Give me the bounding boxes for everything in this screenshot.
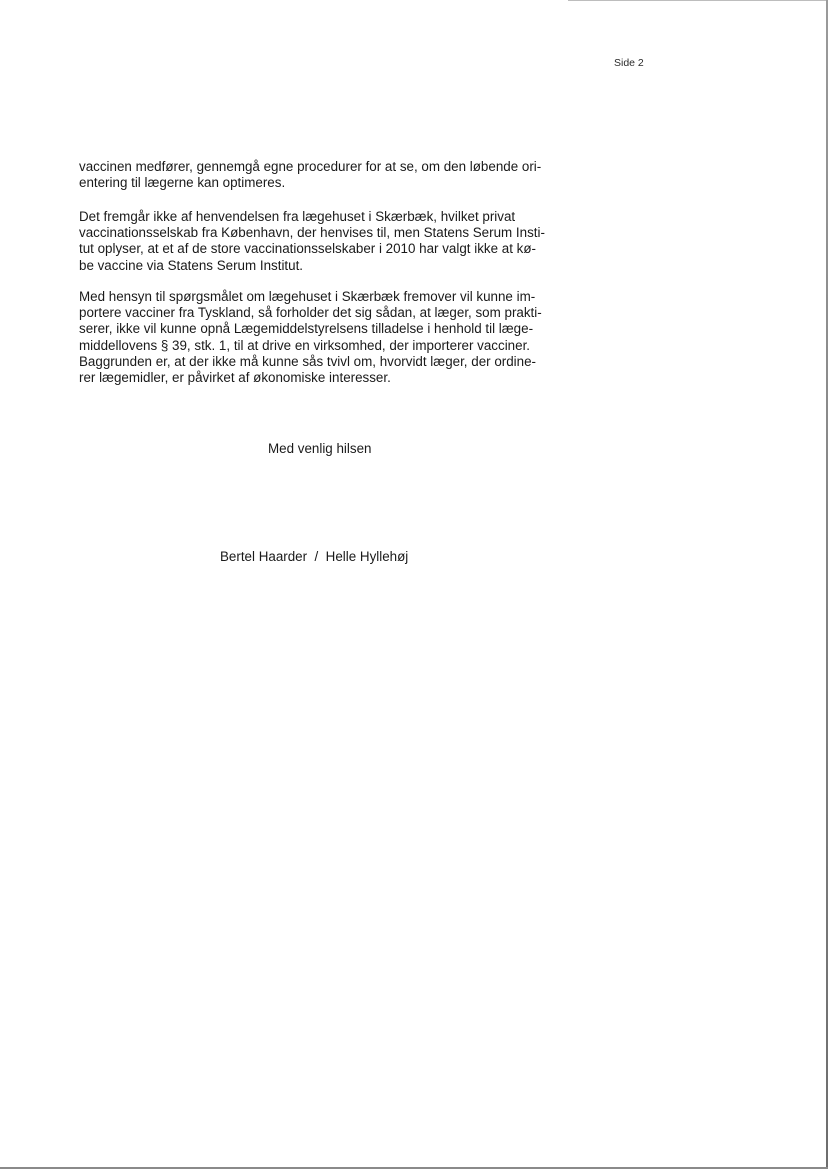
paragraph-line: be vaccine via Statens Serum Institut. xyxy=(79,257,304,273)
signature-line: Bertel Haarder / Helle Hyllehøj xyxy=(220,549,409,564)
paragraph-line: Med hensyn til spørgsmålet om lægehuset i Skærbæk fremover vil kunne im- xyxy=(79,289,536,304)
page-number: Side 2 xyxy=(614,57,644,69)
paragraph-line: Baggrunden er, at der ikke må kunne sås tvivl om, hvorvidt læger, der ordine- xyxy=(79,353,537,369)
paragraph-line: entering til lægerne kan optimeres. xyxy=(79,175,286,191)
paragraph-1 xyxy=(79,159,579,191)
paragraph-line: vaccinen medfører, gennemgå egne procedurer for at se, om den løbende ori- xyxy=(79,159,542,174)
paragraph-line: serer, ikke vil kunne opnå Lægemiddelstyrelsens tilladelse i henhold til læge- xyxy=(79,321,534,337)
paragraph-line: rer lægemidler, er påvirket af økonomiske interesser. xyxy=(79,370,391,386)
paragraph-line: middellovens § 39, stk. 1, til at drive en virksomhed, der importerer vacciner. xyxy=(79,337,531,353)
closing-greeting: Med venlig hilsen xyxy=(268,441,372,456)
paragraph-line: vaccinationsselskab fra København, der henvises til, men Statens Serum Insti- xyxy=(79,225,545,241)
paragraph-line: portere vacciner fra Tyskland, så forholder det sig sådan, at læger, som prakti- xyxy=(79,305,542,321)
page-edge-top xyxy=(568,0,828,1)
paragraph-2 xyxy=(79,209,579,274)
paragraph-line: Det fremgår ikke af henvendelsen fra lægehuset i Skærbæk, hvilket privat xyxy=(79,209,516,224)
paragraph-line: tut oplyser, at et af de store vaccinationsselskaber i 2010 har valgt ikke at kø- xyxy=(79,241,537,257)
paragraph-3 xyxy=(79,289,579,386)
